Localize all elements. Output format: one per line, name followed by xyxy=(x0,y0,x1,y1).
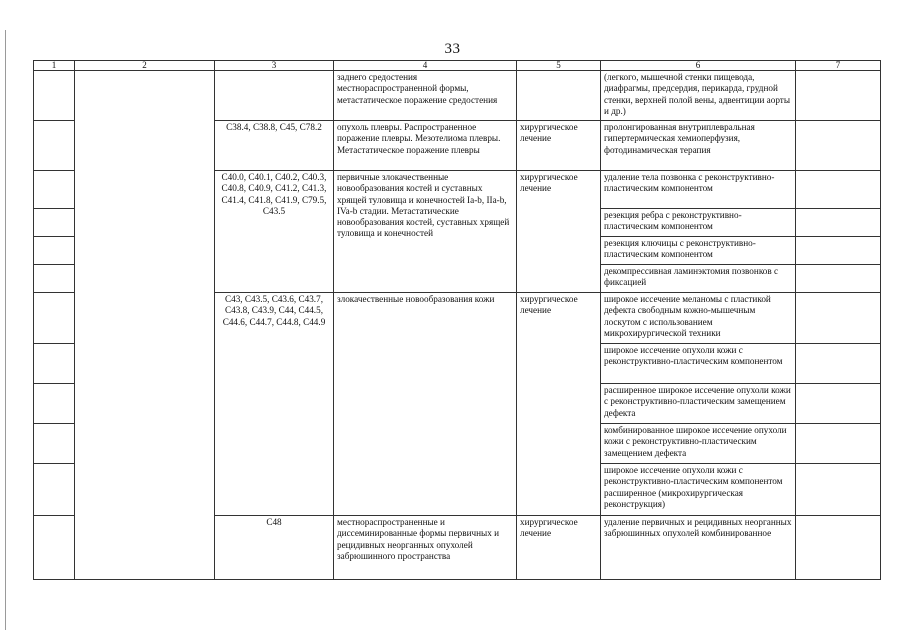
treatment-type-cell: хирургическое лечение xyxy=(517,171,601,293)
method-cell: широкое иссечение опухоли кожи с реконструктивно-пластическим компонентом xyxy=(601,344,796,384)
column-number: 7 xyxy=(796,61,881,71)
treatment-type-cell: хирургическое лечение xyxy=(517,293,601,516)
method-cell: декомпрессивная ламинэктомия позвонков с фиксацией xyxy=(601,265,796,293)
column-number: 6 xyxy=(601,61,796,71)
column-number: 3 xyxy=(215,61,334,71)
method-cell: расширенное широкое иссечение опухоли кожи с реконструктивно-пластическим замещением дефекта xyxy=(601,384,796,424)
method-cell: резекция ребра с реконструктивно-пластическим компонентом xyxy=(601,209,796,237)
procedures-table xyxy=(33,60,881,580)
diagnosis-cell: заднего средостения местнораспространенной формы, метастатическое поражение средостения xyxy=(334,71,517,121)
table-row xyxy=(34,71,881,121)
treatment-type-cell: хирургическое лечение xyxy=(517,516,601,580)
method-cell: (легкого, мышечной стенки пищевода, диафрагмы, предсердия, перикарда, грудной стенки, верхней полой вены, адвентиции аорты и др.) xyxy=(601,71,796,121)
icd-codes-cell: C38.4, C38.8, C45, C78.2 xyxy=(215,121,334,171)
method-cell: резекция ключицы с реконструктивно-пластическим компонентом xyxy=(601,237,796,265)
method-cell: удаление первичных и рецидивных неорганных забрюшинных опухолей комбинированное xyxy=(601,516,796,580)
page-number: 33 xyxy=(444,41,461,57)
method-cell: комбинированное широкое иссечение опухоли кожи с реконструктивно-пластическим замещением дефекта xyxy=(601,424,796,464)
diagnosis-cell: опухоль плевры. Распространенное поражение плевры. Мезотелиома плевры. Метастатическое поражение плевры xyxy=(334,121,517,171)
diagnosis-cell: местнораспространенные и диссеминированные формы первичных и рецидивных неорганных опухолей забрюшинного пространства xyxy=(334,516,517,580)
column-number: 1 xyxy=(34,61,75,71)
method-cell: пролонгированная внутриплевральная гипертермическая хемиоперфузия, фотодинамическая терапия xyxy=(601,121,796,171)
icd-codes-cell xyxy=(215,71,334,121)
page-left-edge xyxy=(5,30,6,630)
icd-codes-cell: C43, C43.5, C43.6, C43.7, C43.8, C43.9, C44, C44.5, C44.6, C44.7, C44.8, C44.9 xyxy=(215,293,334,516)
diagnosis-cell: первичные злокачественные новообразования костей и суставных хрящей туловища и конечностей Ia-b, IIa-b, IVa-b стадии. Метастатические новообразования костей, суставных хрящей туловища и конечностей xyxy=(334,171,517,293)
treatment-type-cell: хирургическое лечение xyxy=(517,121,601,171)
method-cell: удаление тела позвонка с реконструктивно-пластическим компонентом xyxy=(601,171,796,209)
icd-codes-cell: C48 xyxy=(215,516,334,580)
diagnosis-cell: злокачественные новообразования кожи xyxy=(334,293,517,516)
icd-codes-cell: C40.0, C40.1, C40.2, C40.3, C40.8, C40.9, C41.2, C41.3, C41.4, C41.8, C41.9, C79.5, C43.5 xyxy=(215,171,334,293)
method-cell: широкое иссечение опухоли кожи с реконструктивно-пластическим компонентом расширенное (микрохирургическая реконструкция) xyxy=(601,464,796,516)
column-number: 4 xyxy=(334,61,517,71)
column-2-cell xyxy=(75,71,215,580)
treatment-type-cell xyxy=(517,71,601,121)
column-number: 2 xyxy=(75,61,215,71)
column-number-row xyxy=(34,61,881,71)
method-cell: широкое иссечение меланомы с пластикой дефекта свободным кожно-мышечным лоскутом с использованием микрохирургической техники xyxy=(601,293,796,344)
column-number: 5 xyxy=(517,61,601,71)
